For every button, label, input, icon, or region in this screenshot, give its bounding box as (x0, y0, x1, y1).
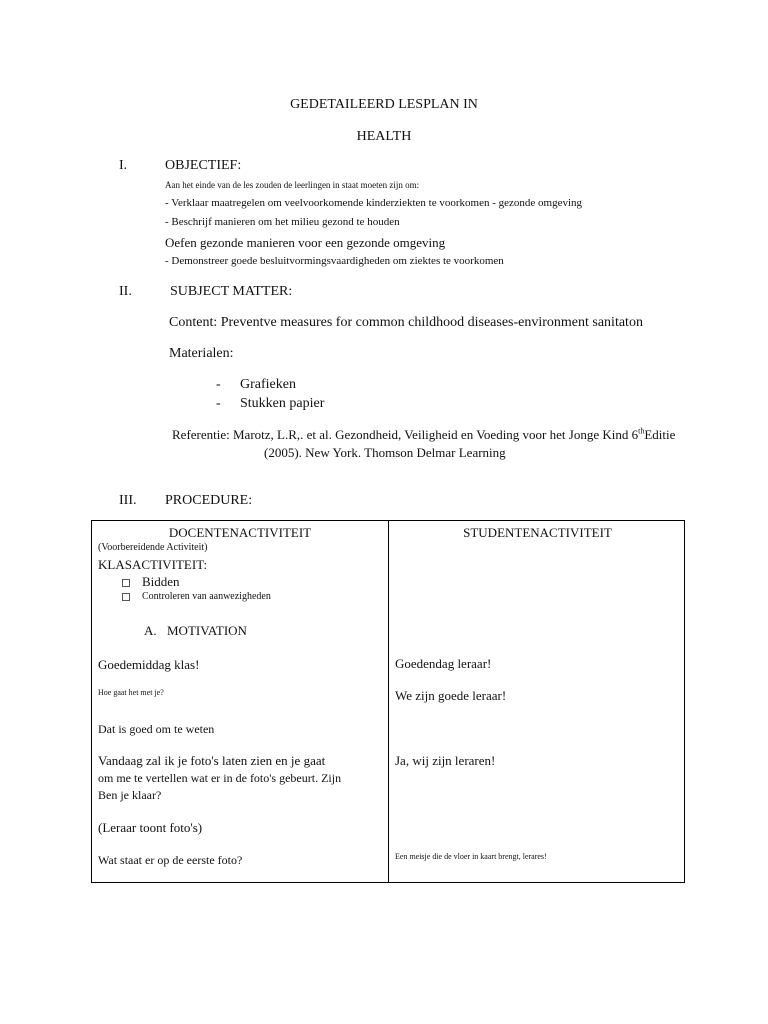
checkbox-icon (122, 579, 130, 587)
reference-superscript: th (638, 426, 645, 436)
objective-intro: Aan het einde van de les zouden de leerlingen in staat moeten zijn om: (165, 180, 420, 190)
checklist-item (122, 574, 180, 590)
teacher-column-header: DOCENTENACTIVITEIT (168, 525, 312, 540)
teacher-line: (Leraar toont foto's) (98, 820, 203, 835)
material-item: Stukken papier (240, 396, 325, 411)
student-line: Goedendag leraar! (395, 656, 492, 671)
checklist-item (122, 591, 271, 602)
teacher-line: Wat staat er op de eerste foto? (98, 853, 243, 867)
student-line: Ja, wij zijn leraren! (395, 753, 496, 768)
material-dash: - (216, 377, 221, 392)
section1-number: I. (119, 158, 128, 173)
teacher-line: Ben je klaar? (98, 788, 162, 802)
checklist-label: Controleren van aanwezigheden (142, 591, 271, 602)
teacher-line: om me te vertellen wat er in de foto's gebeurt. Zijn (98, 771, 342, 785)
checkbox-icon (122, 593, 130, 601)
student-line: Een meisje die de vloer in kaart brengt, lerares! (395, 852, 547, 861)
page-title: GEDETAILEERD LESPLAN IN (290, 97, 478, 112)
motivation-heading: MOTIVATION (167, 623, 247, 638)
reference-line-1 (172, 427, 675, 443)
teacher-line: Vandaag zal ik je foto's laten zien en je gaat (98, 753, 326, 768)
column-divider (388, 521, 389, 882)
objective-item: - Verklaar maatregelen om veelvoorkomende kinderziekten te voorkomen - gezonde omgeving (165, 197, 583, 209)
class-activity-label: KLASACTIVITEIT: (98, 557, 208, 572)
prep-note: (Voorbereidende Activiteit) (98, 542, 208, 553)
reference-text: Referentie: Marotz, L.R,. et al. Gezondheid, Veiligheid en Voeding voor het Jonge Kind 6 (172, 427, 639, 442)
reference-line-2: (2005). New York. Thomson Delmar Learning (264, 445, 506, 460)
section3-heading: PROCEDURE: (165, 493, 253, 508)
objective-item: Oefen gezonde manieren voor een gezonde omgeving (165, 235, 446, 250)
teacher-line: Dat is goed om te weten (98, 722, 215, 736)
checklist-label: Bidden (142, 574, 180, 589)
teacher-line: Goedemiddag klas! (98, 657, 200, 672)
reference-edition: Editie (644, 427, 676, 442)
section1-heading: OBJECTIEF: (165, 158, 242, 173)
objective-item: - Demonstreer goede besluitvormingsvaardigheden om ziektes te voorkomen (165, 255, 504, 267)
procedure-table (91, 520, 685, 883)
section3-number: III. (119, 493, 137, 508)
student-column-header: STUDENTENACTIVITEIT (463, 525, 612, 540)
objective-item: - Beschrijf manieren om het milieu gezond te houden (165, 216, 400, 228)
material-dash: - (216, 396, 221, 411)
materials-label: Materialen: (169, 346, 234, 361)
section2-number: II. (119, 284, 132, 299)
subject-content: Content: Preventve measures for common childhood diseases-environment sanitaton (169, 315, 643, 330)
material-item: Grafieken (240, 377, 296, 392)
page-subtitle: HEALTH (356, 129, 412, 144)
student-line: We zijn goede leraar! (395, 688, 507, 703)
teacher-line: Hoe gaat het met je? (98, 688, 164, 697)
section2-heading: SUBJECT MATTER: (170, 284, 293, 299)
motivation-letter: A. (144, 623, 157, 638)
